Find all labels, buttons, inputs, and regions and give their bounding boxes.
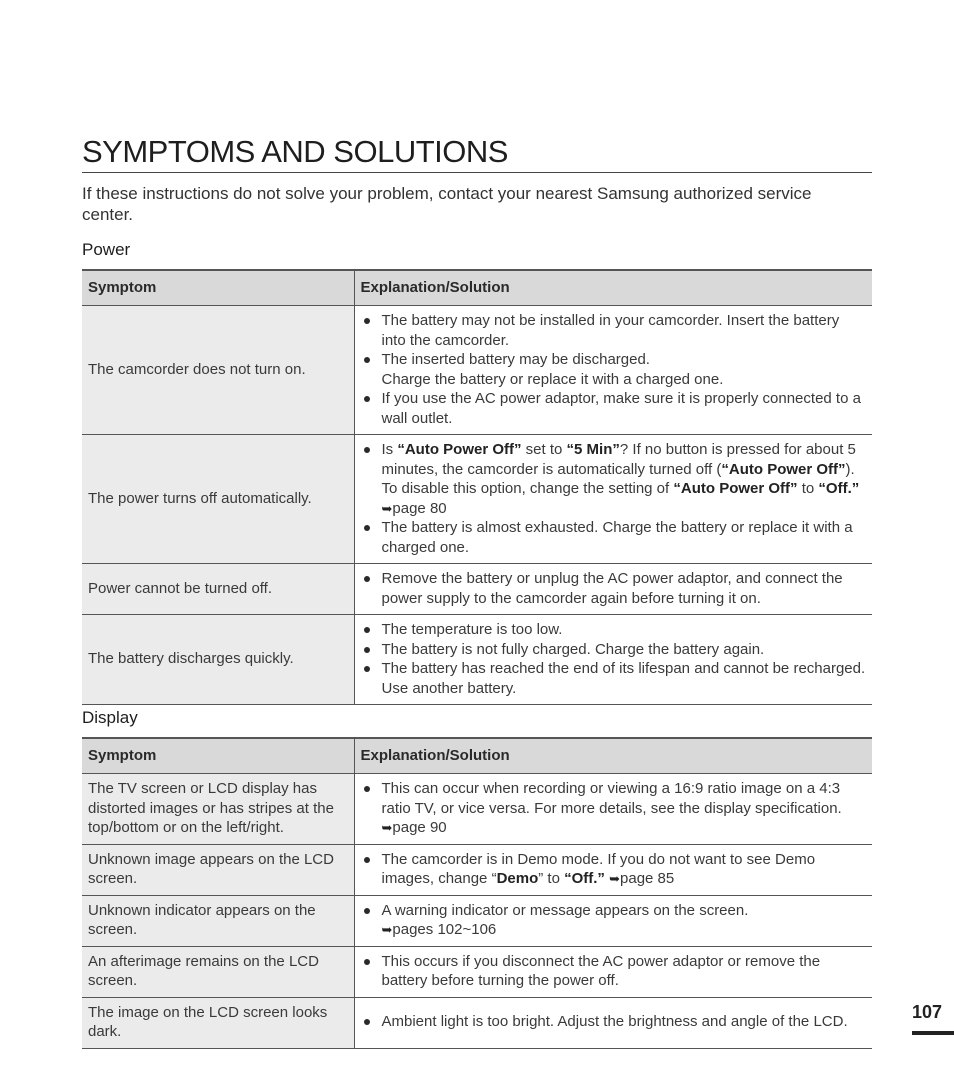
text-run: Is <box>381 441 398 458</box>
bullet-item <box>361 440 867 518</box>
page-reference: pages 102~106 <box>392 921 497 938</box>
bullet-item <box>361 901 867 940</box>
bullet-item <box>361 850 867 889</box>
page-reference: page 90 <box>392 819 447 836</box>
page-reference: page 80 <box>392 499 447 517</box>
setting-name: “Auto Power Off” <box>397 441 522 458</box>
symptom-cell: The power turns off automatically. <box>82 435 354 564</box>
setting-value: “Off.” <box>818 480 860 497</box>
bullet-text: Charge the battery or replace it with a charged one. <box>381 370 724 388</box>
page-reference-arrow-icon: ➥ <box>381 922 393 937</box>
table-row <box>82 615 872 705</box>
section-heading-display: Display <box>82 708 138 727</box>
text-run: The camcorder is in Demo mode. If you do not want to see Demo images, change “ <box>381 850 816 887</box>
table-row <box>82 844 872 895</box>
text-run: set to <box>521 441 567 458</box>
table-row <box>82 306 872 435</box>
setting-value: “Off.” <box>564 870 605 887</box>
solution-cell <box>354 997 872 1048</box>
solution-cell <box>354 435 872 564</box>
bullet-item: The battery has reached the end of its lifespan and cannot be recharged. Use another battery. <box>361 659 867 698</box>
bullet-item: This occurs if you disconnect the AC power adaptor or remove the battery before turning the power off. <box>361 952 867 991</box>
bullet-item <box>361 779 867 838</box>
table-row <box>82 564 872 615</box>
symptom-cell: The camcorder does not turn on. <box>82 306 354 435</box>
solution-cell <box>354 615 872 705</box>
intro-text: If these instructions do not solve your problem, contact your nearest Samsung authorized service center. <box>82 184 812 224</box>
text-run: ” to <box>538 870 565 887</box>
setting-name: “Auto Power Off” <box>721 460 846 478</box>
bullet-item: The battery is almost exhausted. Charge the battery or replace it with a charged one. <box>361 518 867 557</box>
symptom-cell: Unknown indicator appears on the screen. <box>82 895 354 946</box>
setting-name: “Auto Power Off” <box>673 480 798 497</box>
column-header-solution: Explanation/Solution <box>354 270 872 306</box>
symptom-cell: The battery discharges quickly. <box>82 615 354 705</box>
table-row <box>82 774 872 845</box>
symptom-cell: Unknown image appears on the LCD screen. <box>82 844 354 895</box>
setting-value: “5 Min” <box>566 441 620 458</box>
bullet-item: If you use the AC power adaptor, make sure it is properly connected to a wall outlet. <box>361 389 867 428</box>
text-run: ). To disable this option, change the setting of <box>381 460 855 497</box>
symptom-cell: The TV screen or LCD display has distorted images or has stripes at the top/bottom or on the left/right. <box>82 774 354 845</box>
display-table <box>82 737 872 1049</box>
power-table <box>82 269 872 705</box>
bullet-item <box>361 350 867 389</box>
page-reference-arrow-icon: ➥ <box>381 500 393 516</box>
bullet-item: Ambient light is too bright. Adjust the brightness and angle of the LCD. <box>361 1012 867 1032</box>
bullet-text: The inserted battery may be discharged. <box>381 351 650 368</box>
section-heading-power: Power <box>82 240 131 259</box>
page-reference-arrow-icon: ➥ <box>381 820 393 835</box>
text-run: This can occur when recording or viewing a 16:9 ratio image on a 4:3 ratio TV, or vice versa. For more details, see the display specification. <box>381 780 842 817</box>
text-run: A warning indicator or message appears on the screen. <box>381 901 749 919</box>
solution-cell <box>354 306 872 435</box>
solution-cell <box>354 774 872 845</box>
solution-cell <box>354 895 872 946</box>
bullet-item: The battery is not fully charged. Charge the battery again. <box>361 640 867 660</box>
page-number-bar <box>912 1031 954 1035</box>
text-run: to <box>797 480 819 497</box>
symptom-cell: Power cannot be turned off. <box>82 564 354 615</box>
column-header-symptom: Symptom <box>82 270 354 306</box>
bullet-item: The battery may not be installed in your camcorder. Insert the battery into the camcorder. <box>361 311 867 350</box>
table-row <box>82 435 872 564</box>
setting-value: Demo <box>496 870 539 887</box>
page-reference: page 85 <box>620 870 675 887</box>
page-title: SYMPTOMS AND SOLUTIONS <box>82 133 872 173</box>
text-run: ? If no button is pressed for about 5 minutes, the camcorder is automatically turned off ( <box>381 441 856 478</box>
symptom-cell: An afterimage remains on the LCD screen. <box>82 946 354 997</box>
bullet-item: Remove the battery or unplug the AC power adaptor, and connect the power supply to the camcorder again before turning it on. <box>361 569 867 608</box>
symptom-cell: The image on the LCD screen looks dark. <box>82 997 354 1048</box>
solution-cell <box>354 946 872 997</box>
column-header-solution: Explanation/Solution <box>354 738 872 774</box>
solution-cell <box>354 564 872 615</box>
table-header-row <box>82 738 872 774</box>
bullet-item: The temperature is too low. <box>361 620 867 640</box>
table-row <box>82 946 872 997</box>
table-header-row <box>82 270 872 306</box>
page-reference-arrow-icon: ➥ <box>609 871 621 886</box>
table-row <box>82 997 872 1048</box>
page-number: 107 <box>912 1002 943 1022</box>
solution-cell <box>354 844 872 895</box>
table-row <box>82 895 872 946</box>
column-header-symptom: Symptom <box>82 738 354 774</box>
